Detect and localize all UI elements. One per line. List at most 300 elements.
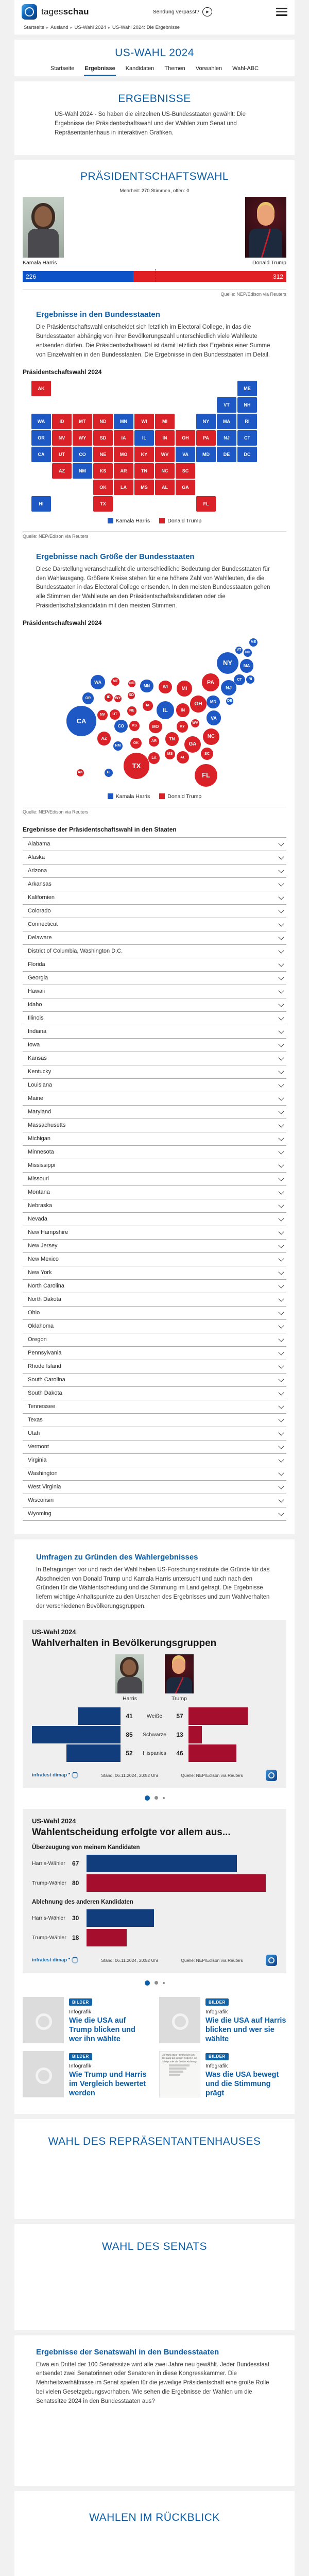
map-state-pa[interactable]: PA xyxy=(196,430,216,446)
bubble-state-la[interactable]: LA xyxy=(148,752,160,764)
state-accordion-row[interactable] xyxy=(23,864,286,877)
bubble-state-nc[interactable]: NC xyxy=(203,728,219,745)
map-state-ks[interactable]: KS xyxy=(93,463,113,479)
bubble-state-hi[interactable]: HI xyxy=(105,769,113,777)
state-accordion-label: Pennsylvania xyxy=(28,1350,62,1357)
bubble-state-il[interactable]: IL xyxy=(157,701,175,719)
tab-vorwahlen[interactable]: Vorwahlen xyxy=(195,65,222,72)
decision-group-label: Überzeugung von meinem Kandidaten xyxy=(32,1844,140,1851)
bubble-state-wi[interactable]: WI xyxy=(159,681,171,693)
senate-results-text: Etwa ein Drittel der 100 Senatssitze wird alle zwei Jahre neu gewählt. Jeder Bundesstaat entsendet zwei Senatorinnen oder Senatoren in diese Kongresskammer. Die Mehrheitsverhältnisse im Senat spielen für die jeweilige Präsidentschaft eine große Rolle bei vielen Gesetzgebungsvorhaben. Wie sehen die Ergebnisse der Wahlen um die Senatssitze 2024 in den Bundesstaaten aus? xyxy=(36,2361,270,2404)
state-accordion-row[interactable] xyxy=(23,891,286,904)
bubble-state-tx[interactable]: TX xyxy=(124,753,150,779)
map-state-il[interactable]: IL xyxy=(134,430,154,446)
chevron-down-icon xyxy=(278,1189,284,1194)
state-accordion-row[interactable] xyxy=(23,1011,286,1025)
harris-bar xyxy=(78,1707,121,1725)
harris-label: Harris xyxy=(123,1695,137,1702)
map-state-sc[interactable]: SC xyxy=(176,463,195,479)
breadcrumb-item[interactable]: Startseite xyxy=(24,25,45,30)
teaser-title[interactable]: Wie die USA auf Harris blicken und wer sie wählte xyxy=(205,2016,286,2044)
state-accordion-row[interactable] xyxy=(23,1293,286,1306)
bubble-state-ky[interactable]: KY xyxy=(177,721,188,733)
chevron-down-icon xyxy=(278,1068,284,1074)
play-icon: ▶ xyxy=(202,7,212,16)
bubble-state-nm[interactable]: NM xyxy=(113,741,123,751)
bubble-state-in[interactable]: IN xyxy=(176,703,190,717)
bubble-state-az[interactable]: AZ xyxy=(97,732,111,745)
bubble-state-mn[interactable]: MN xyxy=(140,680,153,692)
state-accordion-row[interactable] xyxy=(23,1159,286,1172)
teaser-title[interactable]: Wie Trump und Harris im Vergleich bewertet werden xyxy=(69,2071,147,2098)
chevron-down-icon xyxy=(278,1242,284,1248)
infratest-dimap-logo: infratest dimap xyxy=(32,1772,78,1778)
harris-bar-track xyxy=(32,1707,121,1725)
state-accordion-row[interactable] xyxy=(23,1319,286,1333)
map-state-nd[interactable]: ND xyxy=(93,414,113,429)
groesse-heading: Ergebnisse nach Größe der Bundesstaaten xyxy=(36,552,195,561)
state-accordion-row[interactable] xyxy=(23,958,286,971)
state-accordion-label: North Carolina xyxy=(28,1283,64,1290)
tab-wahlabc[interactable]: Wahl-ABC xyxy=(232,65,259,72)
bubble-state-fl[interactable]: FL xyxy=(195,764,217,787)
bubble-state-me[interactable]: ME xyxy=(249,638,258,647)
state-accordion-row[interactable] xyxy=(23,877,286,891)
state-accordion-row[interactable] xyxy=(23,1239,286,1252)
teaser-title[interactable]: Was die USA bewegt und die Stimmung prägt xyxy=(205,2071,279,2098)
harris-name: Kamala Harris xyxy=(23,260,57,266)
map-state-oh[interactable]: OH xyxy=(176,430,195,446)
chevron-down-icon xyxy=(278,961,284,967)
bubble-state-ma[interactable]: MA xyxy=(240,659,254,673)
harris-value: 52 xyxy=(126,1749,133,1757)
map-state-al[interactable]: AL xyxy=(155,480,175,495)
state-accordion-row[interactable] xyxy=(23,1400,286,1413)
bar-track xyxy=(87,1929,277,1946)
state-accordion-row[interactable] xyxy=(23,1118,286,1132)
bubble-state-mi[interactable]: MI xyxy=(177,681,193,697)
state-accordion-row[interactable] xyxy=(23,931,286,944)
value-label: 30 xyxy=(72,1914,79,1922)
legend-swatch-icon xyxy=(159,793,165,799)
state-accordion-label: North Dakota xyxy=(28,1296,61,1303)
map-state-ga[interactable]: GA xyxy=(176,480,195,495)
carousel-dot[interactable] xyxy=(145,1795,150,1801)
tagesschau-logo[interactable] xyxy=(22,4,89,20)
map-state-hi[interactable]: HI xyxy=(31,496,51,512)
state-accordion-row[interactable] xyxy=(23,837,286,851)
teaser-thumbnail xyxy=(159,1997,200,2043)
state-accordion-row[interactable] xyxy=(23,971,286,985)
map-state-in[interactable]: IN xyxy=(155,430,175,446)
state-accordion-label: Louisiana xyxy=(28,1082,53,1089)
map-state-sd[interactable]: SD xyxy=(93,430,113,446)
trump-label: Trump xyxy=(171,1695,187,1702)
state-accordion-row[interactable] xyxy=(23,1185,286,1199)
card-photos xyxy=(32,1654,277,1702)
bubble-state-oh[interactable]: OH xyxy=(190,696,207,713)
map-legend-item xyxy=(108,518,150,524)
bubble-state-ks[interactable]: KS xyxy=(129,721,140,731)
bubble-state-ut[interactable]: UT xyxy=(110,709,120,720)
mini-bar xyxy=(169,2071,183,2073)
bar-track xyxy=(87,1855,277,1872)
trump-bar xyxy=(188,1744,236,1762)
map-state-co[interactable]: CO xyxy=(73,447,92,462)
chevron-down-icon xyxy=(278,1443,284,1449)
bubble-state-ms[interactable]: MS xyxy=(165,749,175,759)
chevron-down-icon xyxy=(278,921,284,926)
map-state-mt[interactable]: MT xyxy=(73,414,92,429)
state-accordion-row[interactable] xyxy=(23,1226,286,1239)
state-accordion-label: Mississippi xyxy=(28,1162,56,1169)
map-state-de[interactable]: DE xyxy=(217,447,236,462)
bubble-state-wy[interactable]: WY xyxy=(114,695,122,702)
map-state-ky[interactable]: KY xyxy=(134,447,154,462)
teaser-body xyxy=(205,1997,286,2044)
voter-group-label: Trump-Wähler xyxy=(32,1934,66,1941)
teaser-card[interactable] xyxy=(23,2051,150,2098)
state-accordion-row[interactable] xyxy=(23,1453,286,1467)
state-accordion-row[interactable] xyxy=(23,1105,286,1118)
teaser-body xyxy=(69,2051,150,2098)
map-state-ma[interactable]: MA xyxy=(217,414,236,429)
state-accordion-label: Vermont xyxy=(28,1444,49,1450)
carousel-dot[interactable] xyxy=(154,1981,158,1985)
map-state-la[interactable]: LA xyxy=(114,480,133,495)
map-state-wv[interactable]: WV xyxy=(155,447,175,462)
harris-bar xyxy=(66,1744,121,1762)
state-accordion-row[interactable] xyxy=(23,1413,286,1427)
chevron-down-icon xyxy=(278,1108,284,1114)
bubble-chart-label: Präsidentschaftswahl 2024 xyxy=(23,619,102,626)
source-note: Quelle: NEP/Edison via Reuters xyxy=(23,533,89,539)
state-accordion-row[interactable] xyxy=(23,1346,286,1360)
state-accordion-label: Maryland xyxy=(28,1109,52,1115)
chevron-down-icon xyxy=(278,988,284,993)
trump-bar xyxy=(188,1707,248,1725)
chevron-down-icon xyxy=(278,1349,284,1355)
bubble-state-or[interactable]: OR xyxy=(82,692,94,704)
map-state-id[interactable]: ID xyxy=(52,414,72,429)
senate-results-widget-placeholder xyxy=(14,2414,295,2476)
chevron-down-icon xyxy=(278,1055,284,1060)
teaser-card[interactable] xyxy=(159,2051,286,2098)
bubble-state-id[interactable]: ID xyxy=(105,693,113,702)
map-state-nv[interactable]: NV xyxy=(52,430,72,446)
teaser-title[interactable]: Wie die USA auf Trump blicken und wer ihn wählte xyxy=(69,2016,135,2044)
chevron-down-icon xyxy=(278,1336,284,1342)
value-label: 67 xyxy=(72,1859,79,1867)
decision-row xyxy=(32,1908,277,1928)
bar-track xyxy=(87,1909,277,1927)
sendung-verpasst-label: Sendung verpasst? xyxy=(152,9,200,15)
bubble-state-ne[interactable]: NE xyxy=(127,706,136,716)
chevron-down-icon xyxy=(278,907,284,913)
card-footer xyxy=(32,1955,277,1966)
map-state-ri[interactable]: RI xyxy=(237,414,257,429)
state-accordion-label: Hawaii xyxy=(28,988,45,995)
map-state-me[interactable]: ME xyxy=(237,381,257,396)
voter-group-label: Harris-Wähler xyxy=(32,1914,65,1921)
map-state-vt[interactable]: VT xyxy=(217,397,236,413)
harris-ev-segment: 226 xyxy=(23,271,133,282)
stand-note: Stand: 06.11.2024, 20:52 Uhr xyxy=(101,1957,159,1963)
state-accordion-row[interactable] xyxy=(23,1092,286,1105)
bubble-state-va[interactable]: VA xyxy=(207,710,221,725)
map-state-va[interactable]: VA xyxy=(176,447,195,462)
state-accordion-row[interactable] xyxy=(23,1038,286,1052)
state-accordion-label: Georgia xyxy=(28,975,48,981)
chevron-down-icon xyxy=(278,1510,284,1516)
map-state-or[interactable]: OR xyxy=(31,430,51,446)
trump-bar xyxy=(188,1726,202,1743)
map-state-ak[interactable]: AK xyxy=(31,381,51,396)
bubble-state-nj[interactable]: NJ xyxy=(221,680,236,696)
trump-ev-segment: 312 xyxy=(133,271,286,282)
state-accordion-row[interactable] xyxy=(23,1132,286,1145)
carousel-dot[interactable] xyxy=(163,1797,165,1799)
teaser-grid xyxy=(23,1997,286,2098)
map-state-wy[interactable]: WY xyxy=(73,430,92,446)
state-accordion-row[interactable] xyxy=(23,1373,286,1386)
decision-card xyxy=(23,1809,286,1973)
sendung-verpasst-link[interactable] xyxy=(153,7,212,16)
trump-bar-track xyxy=(188,1726,277,1743)
state-accordion-row[interactable] xyxy=(23,918,286,931)
value-label: 18 xyxy=(72,1934,79,1941)
map-state-mo[interactable]: MO xyxy=(114,447,133,462)
state-accordion-label: Wyoming xyxy=(28,1511,52,1517)
harris-bar xyxy=(87,1909,154,1927)
teaser-card[interactable] xyxy=(159,1997,286,2044)
mini-bar xyxy=(169,2074,180,2076)
tab-themen[interactable]: Themen xyxy=(164,65,185,72)
voter-group-label: Harris-Wähler xyxy=(32,1860,65,1867)
candidate-harris xyxy=(23,197,64,266)
bubble-state-pa[interactable]: PA xyxy=(202,673,220,691)
card-footer xyxy=(32,1770,277,1781)
map-state-ia[interactable]: IA xyxy=(114,430,133,446)
demographics-row xyxy=(32,1707,277,1725)
map-state-nc[interactable]: NC xyxy=(155,463,175,479)
harris-bar xyxy=(87,1855,237,1872)
harris-value: 85 xyxy=(126,1731,133,1738)
trump-bar-track xyxy=(188,1744,277,1762)
carousel-dots xyxy=(14,1980,295,1986)
state-accordion-row[interactable] xyxy=(23,1507,286,1520)
carousel-dot[interactable] xyxy=(145,1980,150,1986)
state-accordion-row[interactable] xyxy=(23,1360,286,1373)
map-state-nh[interactable]: NH xyxy=(237,397,257,413)
state-accordion-label: Texas xyxy=(28,1417,43,1423)
state-accordion-row[interactable] xyxy=(23,1333,286,1346)
state-accordion-row[interactable] xyxy=(23,851,286,864)
bubble-state-md[interactable]: MD xyxy=(207,696,219,708)
bubble-state-sd[interactable]: SD xyxy=(128,692,135,699)
bubble-state-co[interactable]: CO xyxy=(114,720,127,733)
map-state-az[interactable]: AZ xyxy=(52,463,72,479)
bubble-state-ny[interactable]: NY xyxy=(217,652,238,674)
map-state-mi[interactable]: MI xyxy=(155,414,175,429)
harris-photo xyxy=(23,197,64,258)
state-accordion-row[interactable] xyxy=(23,1199,286,1212)
tab-ergebnisse[interactable]: Ergebnisse xyxy=(84,65,115,76)
bubble-state-nh[interactable]: NH xyxy=(244,649,252,657)
state-accordion-row[interactable] xyxy=(23,944,286,958)
map-state-ny[interactable]: NY xyxy=(196,414,216,429)
trump-value: 57 xyxy=(176,1712,183,1720)
map-state-ut[interactable]: UT xyxy=(52,447,72,462)
bubble-state-wa[interactable]: WA xyxy=(91,675,105,689)
mini-bar xyxy=(169,2067,186,2070)
map-state-ok[interactable]: OK xyxy=(93,480,113,495)
state-accordion-label: Arkansas xyxy=(28,881,52,888)
harris-photo-small xyxy=(115,1654,144,1693)
state-accordion-row[interactable] xyxy=(23,1440,286,1453)
state-accordion-row[interactable] xyxy=(23,1266,286,1279)
chevron-down-icon xyxy=(278,1162,284,1167)
bubble-state-tn[interactable]: TN xyxy=(165,732,179,746)
bubble-state-ok[interactable]: OK xyxy=(130,738,141,749)
state-accordion-row[interactable] xyxy=(23,1306,286,1319)
state-accordion-label: Massachusetts xyxy=(28,1122,66,1129)
decision-row xyxy=(32,1873,277,1893)
teaser-body xyxy=(69,1997,150,2044)
bubble-state-ak[interactable]: AK xyxy=(77,769,84,776)
bubble-state-nv[interactable]: NV xyxy=(97,710,108,720)
tab-startseite[interactable]: Startseite xyxy=(50,65,75,72)
state-accordion-row[interactable] xyxy=(23,1480,286,1494)
chevron-down-icon xyxy=(278,1497,284,1502)
state-accordion-label: Idaho xyxy=(28,1002,42,1008)
bubble-state-al[interactable]: AL xyxy=(177,751,189,764)
state-accordion-row[interactable] xyxy=(23,1078,286,1092)
candidate-row xyxy=(14,197,295,266)
breadcrumb-item[interactable]: US-Wahl 2024 xyxy=(74,25,106,30)
state-accordion xyxy=(23,837,286,1521)
group-label: Hispanics xyxy=(143,1750,166,1756)
chevron-down-icon xyxy=(278,1041,284,1047)
ard-logo-icon xyxy=(266,1955,277,1966)
chevron-down-icon xyxy=(278,1363,284,1368)
map-state-ne[interactable]: NE xyxy=(93,447,113,462)
breadcrumb-separator-icon: ▸ xyxy=(46,25,49,30)
teaser-thumbnail xyxy=(23,1997,64,2043)
state-accordion-row[interactable] xyxy=(23,1145,286,1159)
carousel-dot[interactable] xyxy=(163,1982,165,1984)
carousel-dot[interactable] xyxy=(154,1796,158,1800)
state-accordion-row[interactable] xyxy=(23,1279,286,1293)
map-state-mn[interactable]: MN xyxy=(114,414,133,429)
bilder-badge: BILDER xyxy=(205,2053,229,2060)
state-accordion-row[interactable] xyxy=(23,1172,286,1185)
tagesschau-logo-icon xyxy=(22,4,37,20)
trump-photo-small xyxy=(165,1654,194,1693)
state-accordion-label: Alaska xyxy=(28,854,45,861)
teaser-card[interactable] xyxy=(23,1997,150,2044)
state-accordion-row[interactable] xyxy=(23,1467,286,1480)
house-widget-placeholder xyxy=(14,2153,295,2214)
map-state-nm[interactable]: NM xyxy=(73,463,92,479)
tagesschau-wordmark: tagesschau xyxy=(41,7,89,16)
bubble-state-ia[interactable]: IA xyxy=(143,701,153,711)
bubble-state-mt[interactable]: MT xyxy=(111,677,119,686)
electoral-vote-bar xyxy=(23,271,286,282)
bubble-state-ri[interactable]: RI xyxy=(246,675,254,684)
map-legend-item xyxy=(159,518,201,524)
legend-label: Kamala Harris xyxy=(115,517,150,524)
menu-icon[interactable] xyxy=(276,6,287,18)
breadcrumb-item[interactable]: US-Wahl 2024: Die Ergebnisse xyxy=(112,25,180,30)
bubble-state-ct[interactable]: CT xyxy=(234,674,245,685)
map-state-fl[interactable]: FL xyxy=(196,496,216,512)
map-state-ct[interactable]: CT xyxy=(237,430,257,446)
senate-results-section xyxy=(14,2335,295,2486)
bundesstaaten-heading: Ergebnisse in den Bundesstaaten xyxy=(36,310,160,319)
chevron-down-icon xyxy=(278,1215,284,1221)
map-state-ar[interactable]: AR xyxy=(114,463,133,479)
voter-group-label: Trump-Wähler xyxy=(32,1879,66,1886)
bubble-state-de[interactable]: DE xyxy=(226,698,233,705)
bubble-state-nd[interactable]: ND xyxy=(128,680,135,687)
demographics-chart xyxy=(32,1707,277,1762)
map-state-dc[interactable]: DC xyxy=(237,447,257,462)
bubble-state-ar[interactable]: AR xyxy=(149,736,159,747)
bubble-state-wv[interactable]: WV xyxy=(191,719,199,727)
breadcrumb-item[interactable]: Ausland xyxy=(50,25,68,30)
bubble-state-mo[interactable]: MO xyxy=(149,720,162,733)
state-accordion-row[interactable] xyxy=(23,1494,286,1507)
ard-globe-icon xyxy=(172,2013,188,2030)
state-accordion-row[interactable] xyxy=(23,1212,286,1226)
bubble-state-ga[interactable]: GA xyxy=(184,736,201,753)
map-state-ms[interactable]: MS xyxy=(134,480,154,495)
house-section xyxy=(14,2119,295,2219)
map-state-tx[interactable]: TX xyxy=(93,496,113,512)
source-note: Quelle: NEP/Edison via Reuters xyxy=(220,292,286,297)
map-state-tn[interactable]: TN xyxy=(134,463,154,479)
state-accordion-label: Kentucky xyxy=(28,1069,52,1075)
tab-kandidaten[interactable]: Kandidaten xyxy=(125,65,154,72)
bubble-state-ca[interactable]: CA xyxy=(66,706,97,736)
breadcrumb-separator-icon: ▸ xyxy=(108,25,110,30)
map-state-ca[interactable]: CA xyxy=(31,447,51,462)
map-state-wa[interactable]: WA xyxy=(31,414,51,429)
chevron-down-icon xyxy=(278,1403,284,1409)
state-accordion-label: New York xyxy=(28,1269,52,1276)
state-accordion-row[interactable] xyxy=(23,904,286,918)
state-accordion-row[interactable] xyxy=(23,1386,286,1400)
map-state-wi[interactable]: WI xyxy=(134,414,154,429)
map-state-nj[interactable]: NJ xyxy=(217,430,236,446)
chevron-down-icon xyxy=(278,974,284,980)
state-accordion-row[interactable] xyxy=(23,1052,286,1065)
map-state-md[interactable]: MD xyxy=(196,447,216,462)
state-accordion-row[interactable] xyxy=(23,1025,286,1038)
ergebnisse-intro-section xyxy=(14,81,295,155)
state-accordion-row[interactable] xyxy=(23,1252,286,1266)
bubble-state-sc[interactable]: SC xyxy=(201,748,213,760)
state-accordion-row[interactable] xyxy=(23,1427,286,1440)
state-accordion-heading: Ergebnisse der Präsidentschaftswahl in den Staaten xyxy=(23,825,177,833)
bilder-badge: BILDER xyxy=(69,2053,92,2060)
state-accordion-row[interactable] xyxy=(23,985,286,998)
state-accordion-label: Illinois xyxy=(28,1015,44,1022)
bubble-state-vt[interactable]: VT xyxy=(235,647,243,654)
state-accordion-row[interactable] xyxy=(23,1065,286,1078)
state-accordion-row[interactable] xyxy=(23,998,286,1011)
